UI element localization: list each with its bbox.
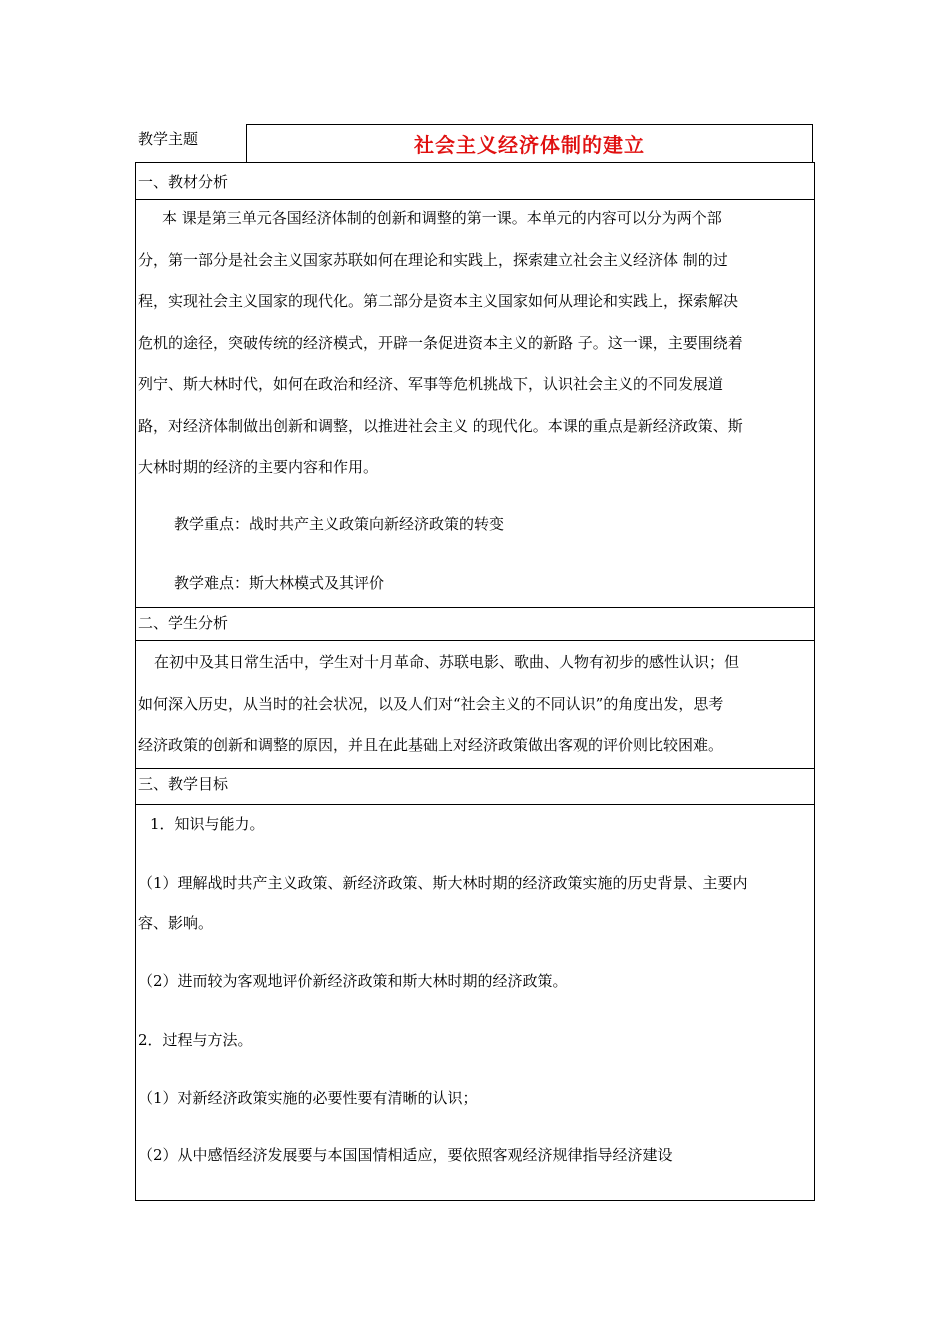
row-divider <box>136 199 814 200</box>
row-divider <box>136 768 814 769</box>
row-divider <box>136 607 814 608</box>
row-divider <box>136 804 814 805</box>
section3-heading: 三、教学目标 <box>138 775 229 793</box>
row-divider <box>136 640 814 641</box>
section1-line-1: 本 课是第三单元各国经济体制的创新和调整的第一课。本单元的内容可以分为两个部 <box>162 209 722 227</box>
goal1-title: 1．知识与能力。 <box>150 815 265 833</box>
goal1-item1-line2: 容、影响。 <box>138 914 214 932</box>
section1-heading: 一、教材分析 <box>138 173 229 191</box>
section1-line-6: 路，对经济体制做出创新和调整，以推进社会主义 的现代化。本课的重点是新经济政策、斯 <box>138 417 743 435</box>
key-point: 教学重点：战时共产主义政策向新经济政策的转变 <box>174 515 505 533</box>
goal2-item1: （1）对新经济政策实施的必要性要有清晰的认识； <box>138 1089 478 1107</box>
section2-line-3: 经济政策的创新和调整的原因，并且在此基础上对经济政策做出客观的评价则比较困难。 <box>138 736 724 754</box>
goal2-item2: （2）从中感悟经济发展要与本国国情相适应，要依照客观经济规律指导经济建设 <box>138 1146 673 1164</box>
section1-line-4: 危机的途径，突破传统的经济模式，开辟一条促进资本主义的新路 子。这一课，主要围绕着 <box>138 334 743 352</box>
goal2-title: 2．过程与方法。 <box>138 1031 253 1049</box>
section1-line-3: 程，实现社会主义国家的现代化。第二部分是资本主义国家如何从理论和实践上，探索解决 <box>138 292 739 310</box>
title-cell <box>246 124 813 162</box>
difficult-point: 教学难点：斯大林模式及其评价 <box>174 574 385 592</box>
section1-line-5: 列宁、斯大林时代，如何在政治和经济、军事等危机挑战下，认识社会主义的不同发展道 <box>138 375 724 393</box>
goal1-item1-line1: （1）理解战时共产主义政策、新经济政策、斯大林时期的经济政策实施的历史背景、主要内 <box>138 874 748 892</box>
topic-label: 教学主题 <box>138 130 199 148</box>
section1-line-2: 分，第一部分是社会主义国家苏联如何在理论和实践上，探索建立社会主义经济体 制的过 <box>138 251 728 269</box>
section2-line-1: 在初中及其日常生活中，学生对十月革命、苏联电影、歌曲、人物有初步的感性认识；但 <box>154 653 740 671</box>
lesson-title: 社会主义经济体制的建立 <box>414 133 645 157</box>
lesson-plan-table <box>135 162 815 1201</box>
goal1-item2: （2）进而较为客观地评价新经济政策和斯大林时期的经济政策。 <box>138 972 568 990</box>
section2-heading: 二、学生分析 <box>138 614 229 632</box>
section1-line-7: 大林时期的经济的主要内容和作用。 <box>138 458 379 476</box>
section2-line-2: 如何深入历史，从当时的社会状况，以及人们对“社会主义的不同认识”的角度出发，思考 <box>138 695 724 713</box>
